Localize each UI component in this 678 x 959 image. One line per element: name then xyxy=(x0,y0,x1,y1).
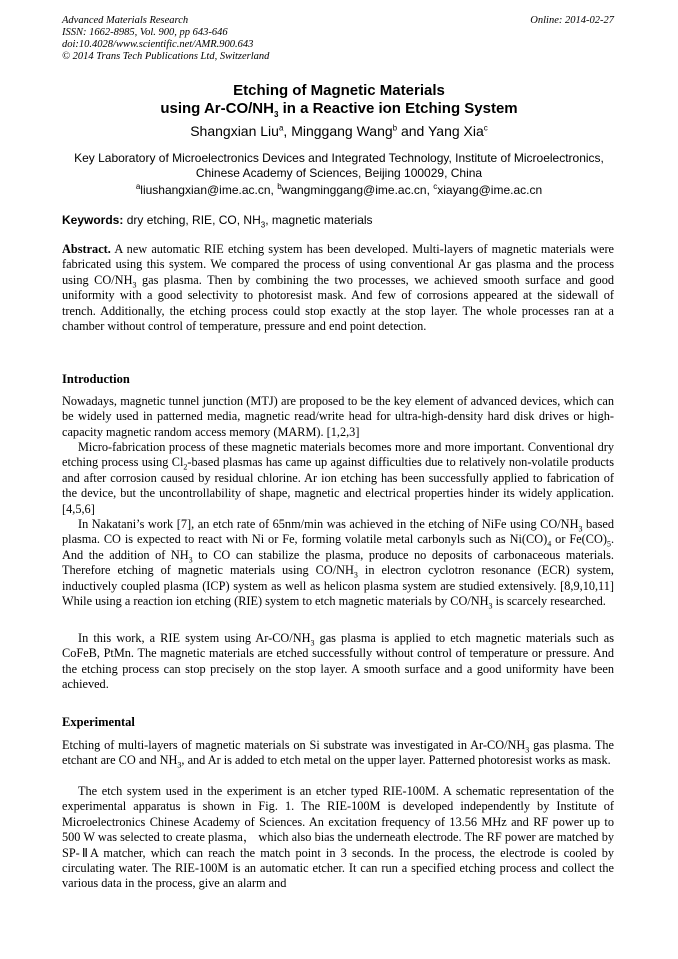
intro-paragraph-4: In this work, a RIE system using $Ar-CO/NH_3$ gas plasma is applied to etch magnetic materials such as CoFeB, PtMn. The magnetic materials are etched successfully without control of temperature or pressure. And the etching process can stop precisely on the stop layer. A smooth surface and a good uniformity have been achieved. xyxy=(62,631,614,692)
intro-paragraph-1: Nowadays, magnetic tunnel junction (MTJ) are proposed to be the key element of advanced devices, which can be widely used in patterned media, magnetic read/write head for ultra-high-density hard disk drives or high-capacity magnetic random access memory (MARM). [1,2,3] xyxy=(62,394,614,439)
author-list: Shangxian Liu$^a$, Minggang Wang$^b$ and Yang Xia$^c$ xyxy=(190,123,488,139)
paper-title-line2: using $Ar-CO/NH_3$ in a Reactive ion Etching System xyxy=(160,100,518,119)
online-date: Online: 2014-02-27 xyxy=(530,15,614,26)
issn-line: ISSN: 1662-8985, Vol. 900, pp 643-646 xyxy=(62,27,228,38)
keywords-line: Keywords: dry etching, RIE, CO, $NH_3$, magnetic materials xyxy=(62,213,373,230)
author-name: Yang Xia xyxy=(427,123,484,139)
experimental-paragraph-2: The etch system used in the experiment is an etcher typed RIE-100M. A schematic representation of the experimental apparatus is shown in Fig. 1. The RIE-100M is developed independently by Institute of Microelectronics Chinese Academy of Sciences. An excitation frequency of 13.56 MHz and RF power up to 500 W was selected to create plasma， which also bias the underneath electrode. The RF power are matched by SP-ⅡA matcher, which can reach the match point in 3 seconds. In the process, the electrode is cooled by circulating water. The RIE-100M is an automatic etcher. It can run a specified etching process and collect the various data in the process, give an alarm and xyxy=(62,784,614,891)
copyright-line: © 2014 Trans Tech Publications Ltd, Switzerland xyxy=(62,51,270,62)
affiliation-line2: Chinese Academy of Sciences, Beijing 100029, China xyxy=(195,166,483,180)
abstract-paragraph: Abstract. A new automatic RIE etching system has been developed. Multi-layers of magnetic materials were fabricated using this system. We compared the process of using conventional Ar gas plasma and the process using $CO/NH_3$ gas plasma. Then by combining the two processes, we achieved smooth surface and good uniformity with a good selectivity to photoresist mask. And few of corrosions appeared at the sidewall of trench. Additionally, the etching process could stop exactly at the stop layer. The whole processes ran at a chamber without control of temperature, pressure and end point detection. xyxy=(62,242,615,334)
section-heading-introduction: Introduction xyxy=(62,372,130,386)
intro-paragraph-2: Micro-fabrication process of these magnetic materials becomes more and more important. Conventional dry etching process using $Cl_2$-based plasmas has came up against difficulties due to relatively non-volatile products and after corrosion caused by residual chlorine. Ar ion etching has been successfully applied to fabrication of the device, but the uncontrollability of shape, magnetic and electrical properties hinder its widely application. [4,5,6] xyxy=(62,440,615,516)
section-heading-experimental: Experimental xyxy=(62,715,135,729)
author-emails: $^a$liushangxian@ime.ac.cn, $^b$wangminggang@ime.ac.cn, $^c$xiayang@ime.ac.cn xyxy=(135,182,543,197)
author-name: Minggang Wang xyxy=(291,123,393,139)
affiliation-line1: Key Laboratory of Microelectronics Devices and Integrated Technology, Institute of Microelectronics, xyxy=(74,151,604,165)
journal-name: Advanced Materials Research xyxy=(62,15,189,26)
experimental-paragraph-1: Etching of multi-layers of magnetic materials on Si substrate was investigated in $Ar-CO/NH_3$ gas plasma. The etchant are CO and $NH_3$, and Ar is added to etch metal on the upper layer. Patterned photoresist works as mask. xyxy=(62,738,614,770)
paper-title-line1: Etching of Magnetic Materials xyxy=(233,82,445,99)
intro-paragraph-3: In Nakatani’s work [7], an etch rate of 65nm/min was achieved in the etching of NiFe using $CO/NH_3$ based plasma. CO is expected to react with Ni or Fe, forming volatile metal carbonyls such as $Ni(CO)_4$ or $Fe(CO)_5$. And the addition of $NH_3$ to CO can stabilize the plasma, produce no deposits of carbonaceous materials. Therefore etching of magnetic materials using $CO/NH_3$ in electron cyclotron resonance (ECR) system, inductively coupled plasma (ICP) system as well as helicon plasma system are studied extensively. [8,9,10,11] While using a reaction ion etching (RIE) system to etch magnetic materials by $CO/NH_3$ is scarcely researched. xyxy=(62,517,615,611)
author-name: Shangxian Liu xyxy=(190,123,279,139)
doi-line: doi:10.4028/www.scientific.net/AMR.900.643 xyxy=(62,39,254,50)
